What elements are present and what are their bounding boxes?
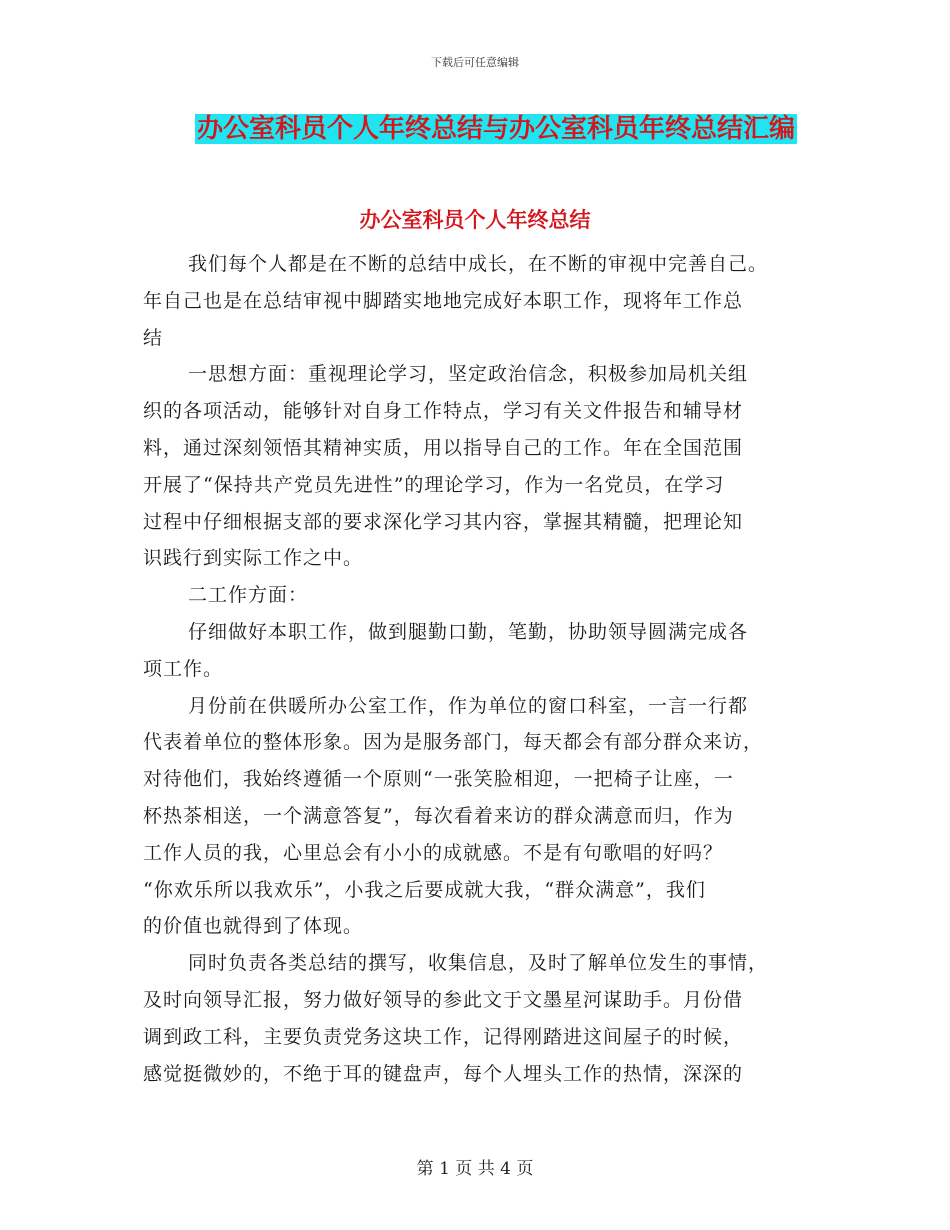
body-text <box>143 246 808 1092</box>
text-line: 结 <box>143 326 164 349</box>
text-line: 调到政工科，主要负责党务这块工作，记得刚踏进这间屋子的时候， <box>143 1025 744 1048</box>
text-line: 二工作方面： <box>188 584 309 607</box>
text-line: 仔细做好本职工作，做到腿勤口勤，笔勤，协助领导圆满完成各 <box>188 620 749 643</box>
section-title: 办公室科员个人年终总结 <box>359 208 591 232</box>
text-line: 感觉挺微妙的，不绝于耳的键盘声，每个人埋头工作的热情，深深的 <box>143 1062 744 1085</box>
text-line: 料，通过深刻领悟其精神实质，用以指导自己的工作。年在全国范围 <box>143 436 744 459</box>
header-note: 下载后可任意编辑 <box>431 56 519 69</box>
text-line: 织的各项活动，能够针对自身工作特点，学习有关文件报告和辅导材 <box>143 400 744 423</box>
text-line: 开展了“保持共产党员先进性”的理论学习，作为一名党员，在学习 <box>143 473 725 496</box>
text-line: 过程中仔细根据支部的要求深化学习其内容，掌握其精髓，把理论知 <box>143 510 744 533</box>
text-line: 一思想方面：重视理论学习，坚定政治信念，积极参加局机关组 <box>188 363 749 386</box>
text-line: “你欢乐所以我欢乐”，小我之后要成就大我，“群众满意”，我们 <box>143 878 706 901</box>
page-number-footer: 第 1 页 共 4 页 <box>416 1159 534 1179</box>
text-line: 杯热茶相送，一个满意答复”，每次看着来访的群众满意而归，作为 <box>143 804 734 827</box>
text-line: 工作人员的我，心里总会有小小的成就感。不是有句歌唱的好吗？ <box>143 841 724 864</box>
text-line: 我们每个人都是在不断的总结中成长，在不断的审视中完善自己。 <box>188 253 769 275</box>
text-line: 年自己也是在总结审视中脚踏实地地完成好本职工作，现将年工作总 <box>143 289 744 312</box>
text-line: 代表着单位的整体形象。因为是服务部门，每天都会有部分群众来访， <box>143 731 764 754</box>
text-line: 对待他们，我始终遵循一个原则“一张笑脸相迎，一把椅子让座，一 <box>143 768 734 791</box>
text-line: 同时负责各类总结的撰写，收集信息，及时了解单位发生的事情， <box>188 952 769 975</box>
text-line: 及时向领导汇报，努力做好领导的参此文于文墨星河谋助手。月份借 <box>143 988 744 1011</box>
text-line: 项工作。 <box>143 657 224 680</box>
text-line: 月份前在供暖所办公室工作，作为单位的窗口科室，一言一行都 <box>188 694 749 717</box>
text-line: 的价值也就得到了体现。 <box>143 915 364 938</box>
text-line: 识践行到实际工作之中。 <box>143 547 364 570</box>
document-main-title: 办公室科员个人年终总结与办公室科员年终总结汇编 <box>197 114 796 144</box>
